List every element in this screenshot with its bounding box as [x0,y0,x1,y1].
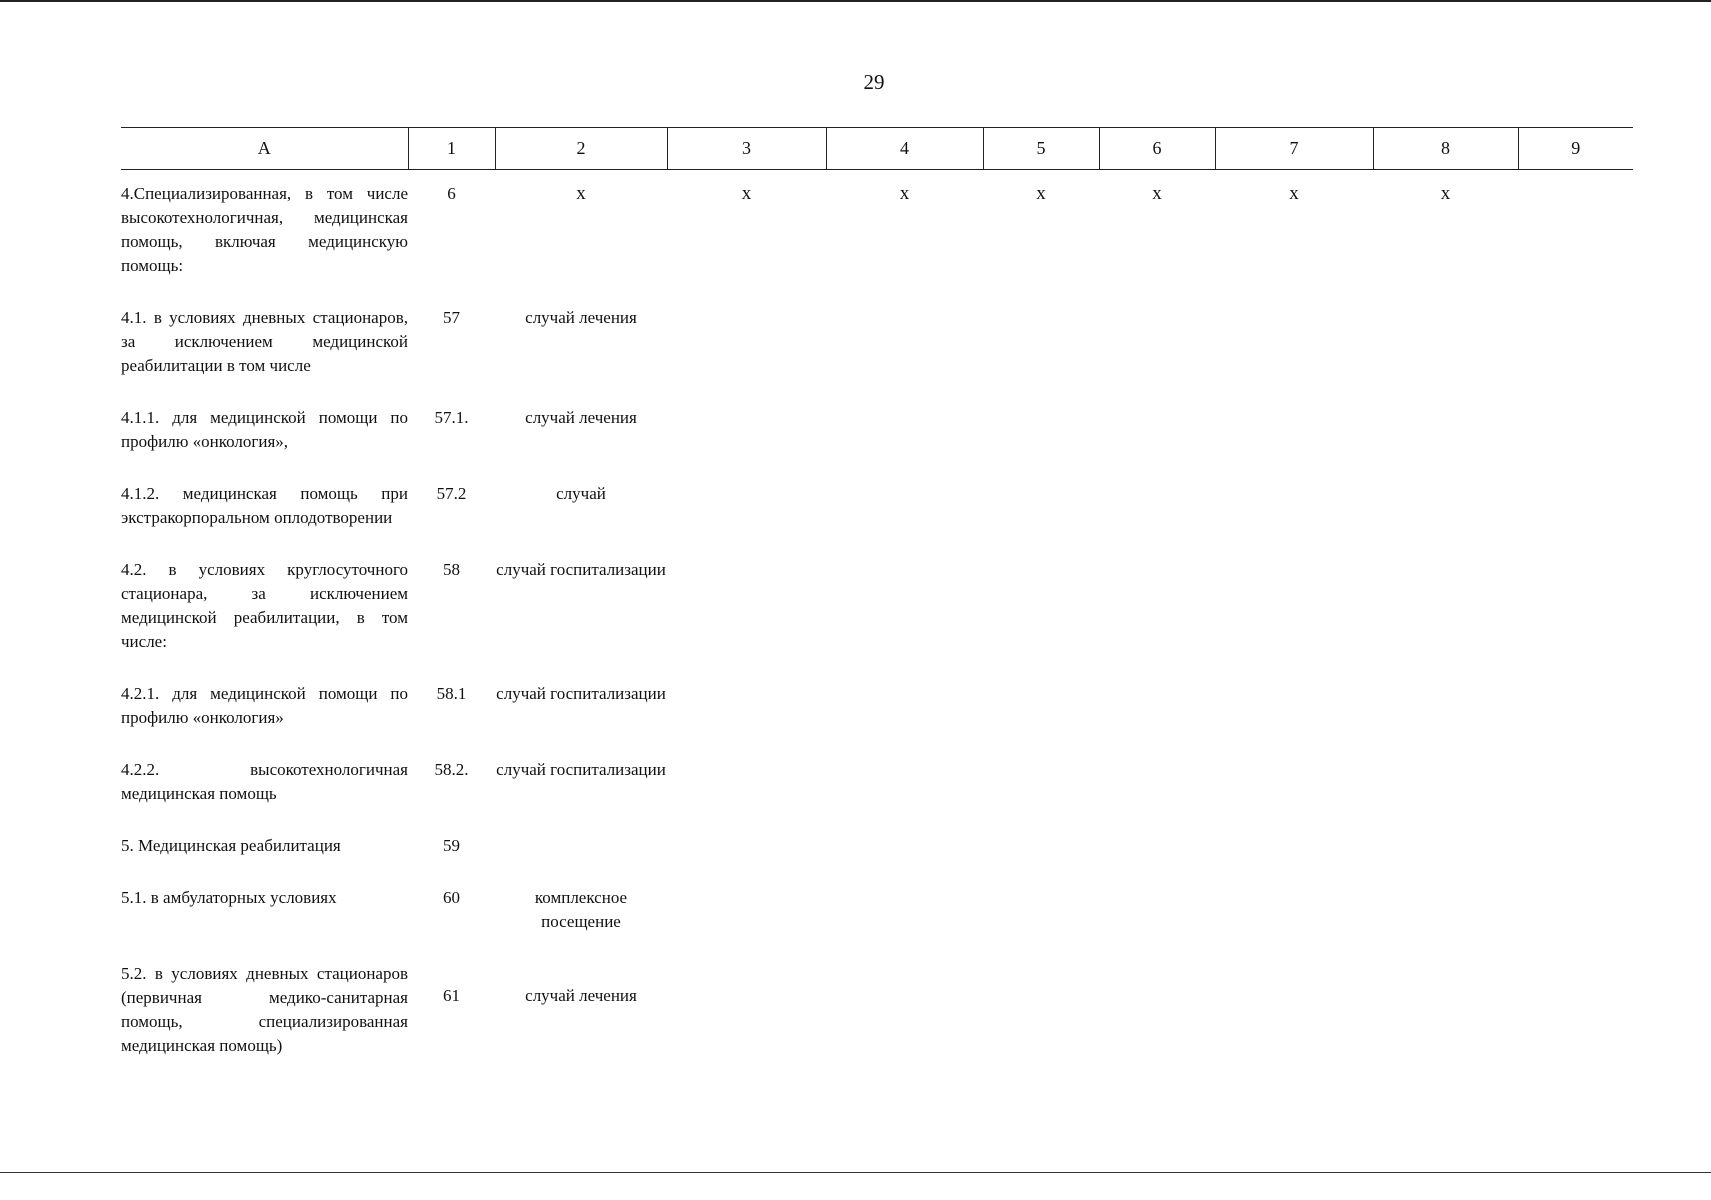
header-col-4: 4 [826,128,983,170]
row-col-6: х [1152,183,1162,204]
row-unit: случай лечения [525,986,637,1005]
table-row [121,746,1633,822]
scan-edge-bottom [0,1172,1711,1173]
data-table [121,127,1633,1074]
table-row [121,170,1633,295]
row-col-5: х [1036,183,1046,204]
row-code: 59 [443,836,460,855]
row-description: 4.1. в условиях дневных стационаров, за исключением медицинской реабилитации в том числе [121,308,408,375]
header-col-8: 8 [1373,128,1518,170]
header-col-a: А [121,128,408,170]
row-code: 58.1 [436,684,467,703]
row-col-8: х [1440,183,1451,204]
table-row [121,470,1633,546]
row-unit: случай госпитализации [496,684,666,703]
row-unit: случай [556,484,606,503]
header-col-5: 5 [983,128,1099,170]
row-description: 5.1. в амбулаторных условиях [121,888,337,907]
row-code: 57.1. [434,408,469,427]
row-unit: случай госпитализации [496,560,666,579]
row-unit [495,822,667,874]
row-code: 6 [447,184,456,203]
row-code: 60 [443,888,460,907]
row-col-3: х [741,183,752,204]
header-col-6: 6 [1099,128,1215,170]
header-col-3: 3 [667,128,826,170]
header-col-2: 2 [495,128,667,170]
row-col-7: х [1289,183,1299,204]
row-unit: случай лечения [525,308,637,327]
row-code: 61 [443,986,460,1005]
row-description: 4.2.2. высокотехнологичная медицинская помощь [121,760,408,803]
row-description: 4.2. в условиях круглосуточного стационара, за исключением медицинской реабилитации, в том числе: [121,560,408,651]
scan-edge-top [0,0,1711,2]
row-description: 4.2.1. для медицинской помощи по профилю «онкология» [121,684,408,727]
table-row [121,822,1633,874]
row-description: 5.2. в условиях дневных стационаров (первичная медико-санитарная помощь, специализированная медицинская помощь) [121,964,408,1055]
table-row [121,670,1633,746]
row-unit: случай лечения [525,408,637,427]
table-row [121,394,1633,470]
table-row [121,874,1633,950]
table-row [121,546,1633,670]
row-col-9 [1518,170,1633,295]
row-description: 4.1.1. для медицинской помощи по профилю «онкология», [121,408,408,451]
row-description: 4.Специализированная, в том числе высокотехнологичная, медицинская помощь, включая медицинскую помощь: [121,184,408,275]
table-row [121,294,1633,394]
row-code: 57 [443,308,460,327]
table-row [121,950,1633,1074]
header-row [121,128,1633,170]
row-description: 4.1.2. медицинская помощь при экстракорпоральном оплодотворении [121,484,408,527]
row-unit: комплексное посещение [534,888,628,931]
row-code: 57.2 [436,484,467,503]
row-code: 58 [443,560,460,579]
header-col-7: 7 [1215,128,1373,170]
row-unit: х [576,183,586,204]
header-col-1: 1 [408,128,495,170]
row-description: 5. Медицинская реабилитация [121,836,341,855]
row-col-4: х [899,183,910,204]
row-code: 58.2. [434,760,469,779]
page-number: 29 [863,70,885,94]
header-col-9: 9 [1518,128,1633,170]
row-unit: случай госпитализации [496,760,666,779]
